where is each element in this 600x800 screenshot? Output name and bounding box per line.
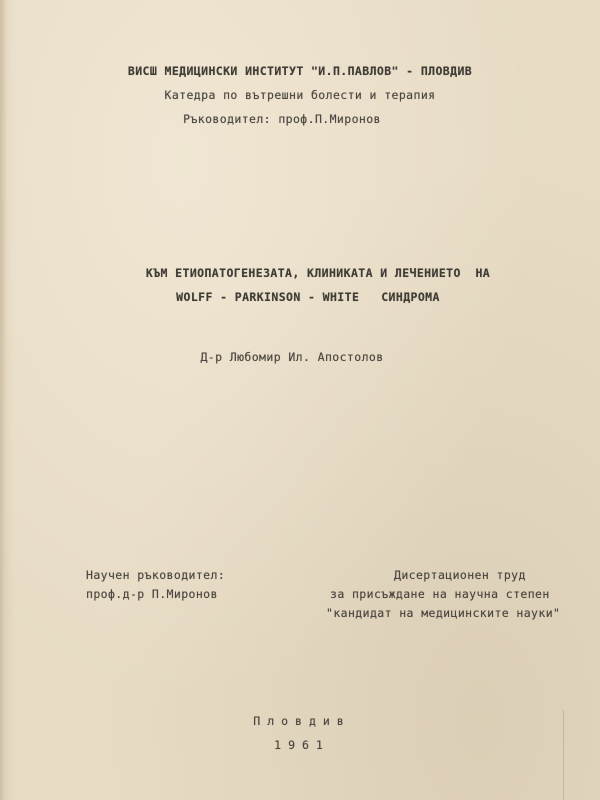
supervisor-name: проф.д-р П.Миронов bbox=[86, 587, 218, 601]
supervisor-label: Научен ръководител: bbox=[86, 568, 226, 582]
paper-crease bbox=[517, 710, 564, 800]
footer-year: 1961 bbox=[274, 738, 330, 752]
department-head: Ръководител: проф.П.Миронов bbox=[183, 112, 381, 126]
department-name: Катедра по вътрешни болести и терапия bbox=[164, 88, 436, 102]
dissertation-type: Дисертационен труд bbox=[394, 568, 526, 582]
title-line-1: КЪМ ЕТИОПАТОГЕНЕЗАТА, КЛИНИКАТА И ЛЕЧЕНИЕТО НА bbox=[145, 266, 491, 280]
author-name: Д-р Любомир Ил. Апостолов bbox=[200, 350, 384, 364]
dissertation-degree: "кандидат на медицинските науки" bbox=[326, 606, 561, 620]
institute-name: ВИСШ МЕДИЦИНСКИ ИНСТИТУТ "И.П.ПАВЛОВ" - ПЛОВДИВ bbox=[127, 64, 473, 78]
dissertation-purpose: за присъждане на научна степен bbox=[330, 587, 550, 601]
title-line-2: WOLFF - PARKINSON - WHITE СИНДРОМА bbox=[176, 290, 440, 304]
footer-city: Пловдив bbox=[253, 714, 351, 728]
